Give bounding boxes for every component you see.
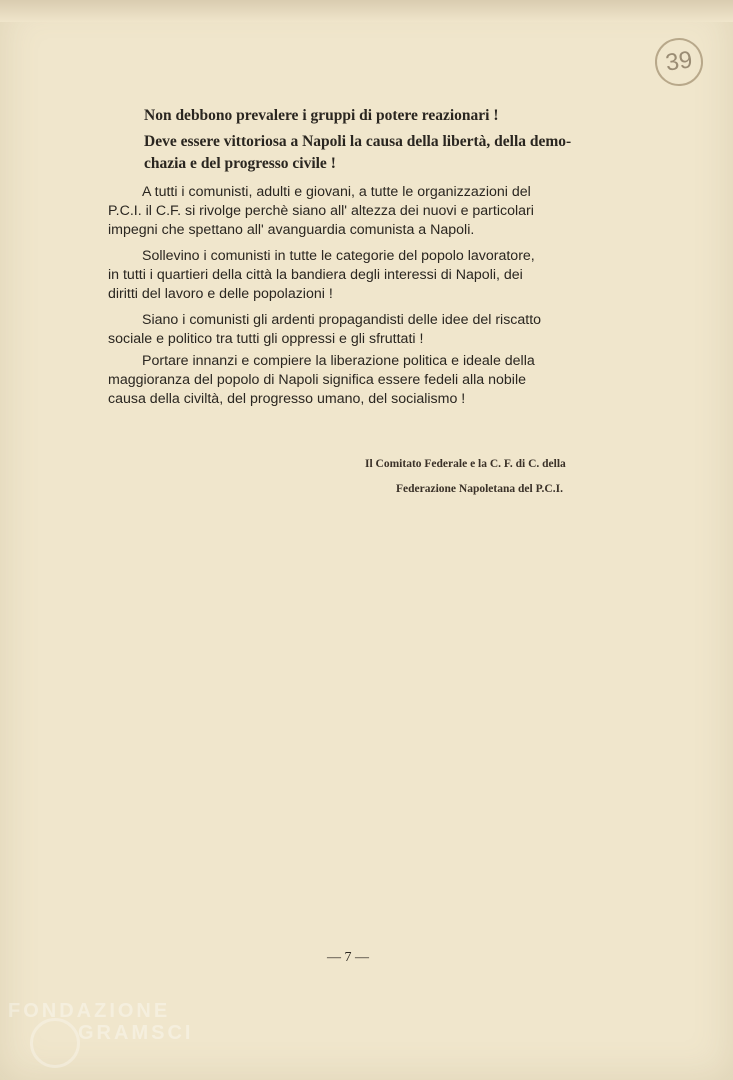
headline-1: Non debbono prevalere i gruppi di potere reazionari ! [144,107,499,124]
headline-2: Deve essere vittoriosa a Napoli la causa della libertà, della demo- [144,133,572,150]
paragraph-line: P.C.I. il C.F. si rivolge perchè siano all' altezza dei nuovi e particolari [108,203,534,219]
paragraph-line: A tutti i comunisti, adulti e giovani, a tutte le organizzazioni del [142,184,531,200]
paragraph-line: sociale e politico tra tutti gli oppressi e gli sfruttati ! [108,331,424,347]
paragraph-line: Sollevino i comunisti in tutte le categorie del popolo lavoratore, [142,248,535,264]
watermark-line-2: GRAMSCI [78,1022,194,1044]
watermark [8,1000,193,1044]
paragraph-1 [108,183,648,240]
paragraph-2 [108,247,648,304]
headline-3: chazia e del progresso civile ! [144,155,336,172]
paragraph-line: Siano i comunisti gli ardenti propagandisti delle idee del riscatto [142,312,542,328]
paragraph-3 [108,311,648,349]
paragraph-line: impegni che spettano all' avanguardia comunista a Napoli. [108,222,475,238]
signature-line-2: Federazione Napoletana del P.C.I. [396,483,563,495]
page-top-edge [0,0,733,22]
watermark-line-1: FONDAZIONE [8,1000,171,1022]
paragraph-line: causa della civiltà, del progresso umano, del socialismo ! [108,391,466,407]
signature-line-1: Il Comitato Federale e la C. F. di C. della [365,458,566,470]
paragraph-line: Portare innanzi e compiere la liberazione politica e ideale della [142,353,535,369]
paragraph-4 [108,352,648,409]
paragraph-line: maggioranza del popolo di Napoli significa essere fedeli alla nobile [108,372,527,388]
page-number: — 7 — [327,950,369,965]
paragraph-line: diritti del lavoro e delle popolazioni ! [108,286,333,302]
page-stamp: 39 [652,35,706,89]
paragraph-line: in tutti i quartieri della città la bandiera degli interessi di Napoli, dei [108,267,523,283]
